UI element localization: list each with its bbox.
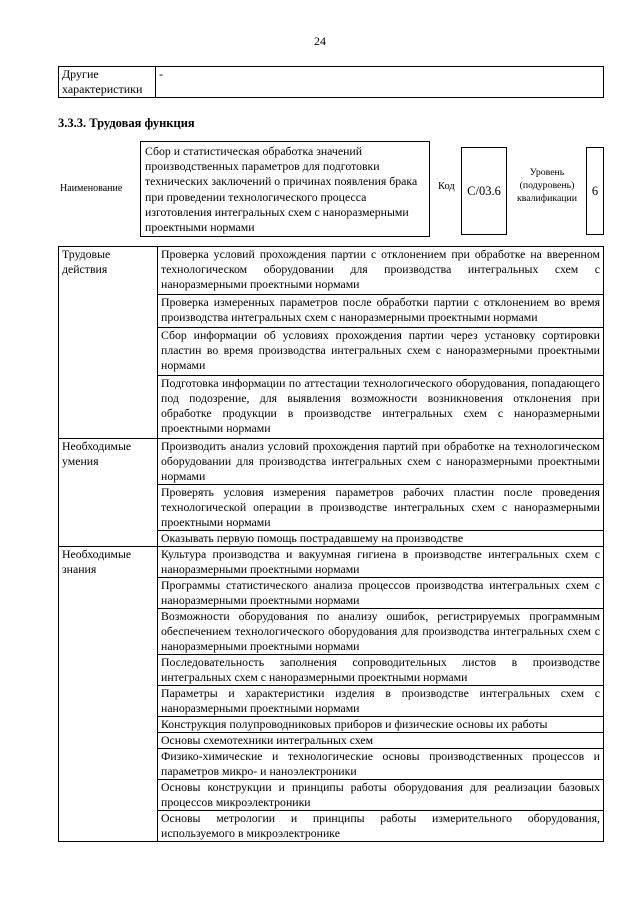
section-category: Трудовые действия xyxy=(59,247,158,439)
section-item: Параметры и характеристики изделия в производстве интегральных схем с наноразмерными проектными нормами xyxy=(158,686,604,717)
section-item: Проверять условия измерения параметров рабочих пластин после проведения технологической операции в производстве интегральных схем с наноразмерными проектными нормами xyxy=(158,485,604,531)
code-label: Код xyxy=(438,181,455,192)
other-characteristics-value: - xyxy=(156,67,604,98)
qualification-level-value: 6 xyxy=(586,147,604,235)
section-item: Культура производства и вакуумная гигиена в производстве интегральных схем с наноразмерными проектными нормами xyxy=(158,547,604,578)
section-item: Производить анализ условий прохождения партий при обработке на технологическом оборудовании для производства интегральных схем с наноразмерными проектными нормами xyxy=(158,439,604,485)
function-details-body xyxy=(59,247,604,842)
section-item: Конструкция полупроводниковых приборов и физические основы их работы xyxy=(158,717,604,733)
section-category: Необходимые знания xyxy=(59,547,158,842)
section-item: Сбор информации об условиях прохождения партии через установку сортировки пластин во время производства интегральных схем с наноразмерными проектными нормами xyxy=(158,328,604,376)
page-number: 24 xyxy=(314,34,326,48)
function-code: C/03.6 xyxy=(461,147,507,235)
section-item: Программы статистического анализа процессов производства интегральных схем с наноразмерными проектными нормами xyxy=(158,578,604,609)
section-item: Основы метрологии и принципы работы измерительного оборудования, используемого в микроэлектронике xyxy=(158,811,604,842)
other-characteristics-label: Другие характеристики xyxy=(59,67,156,98)
table-row xyxy=(59,247,604,295)
other-characteristics-table xyxy=(58,66,604,98)
section-heading: 3.3.3. Трудовая функция xyxy=(58,116,195,130)
section-item: Последовательность заполнения сопроводительных листов в производстве интегральных схем с наноразмерными проектными нормами xyxy=(158,655,604,686)
other-characteristics-row xyxy=(59,67,604,98)
section-item: Оказывать первую помощь пострадавшему на производстве xyxy=(158,531,604,547)
section-item: Проверка измеренных параметров после обработки партии с отклонением во время производства интегральных схем с наноразмерными проектными нормами xyxy=(158,295,604,328)
section-item: Проверка условий прохождения партии с отклонением при обработке на вверенном технологическом оборудовании для производства интегральных схем с наноразмерными проектными нормами xyxy=(158,247,604,295)
section-item: Физико-химические и технологические основы производственных процессов и параметров микро- и наноэлектроники xyxy=(158,749,604,780)
section-item: Подготовка информации по аттестации технологического оборудования, попадающего под подозрение, для выявления возможности возникновения отклонения при обработке продукции в производстве интегральных схем с наноразмерными проектными нормами xyxy=(158,376,604,439)
function-details-table xyxy=(58,246,604,842)
name-label: Наименование xyxy=(60,183,123,194)
section-item: Возможности оборудования по анализу ошибок, регистрируемых программным обеспечением технологического оборудования для производства интегральных схем с наноразмерными проектными нормами xyxy=(158,609,604,655)
function-name: Сбор и статистическая обработка значений производственных параметров для подготовки технических заключений о причинах появления брака при проведении технологического процесса изготовления интегральных схем с наноразмерными проектными нормами xyxy=(140,141,430,237)
qualification-level-label: Уровень (подуровень) квалификации xyxy=(516,167,578,204)
section-item: Основы конструкции и принципы работы оборудования для реализации базовых процессов микроэлектроники xyxy=(158,780,604,811)
function-header xyxy=(58,141,604,239)
section-item: Основы схемотехники интегральных схем xyxy=(158,733,604,749)
table-row xyxy=(59,439,604,485)
table-row xyxy=(59,547,604,578)
section-category: Необходимые умения xyxy=(59,439,158,547)
